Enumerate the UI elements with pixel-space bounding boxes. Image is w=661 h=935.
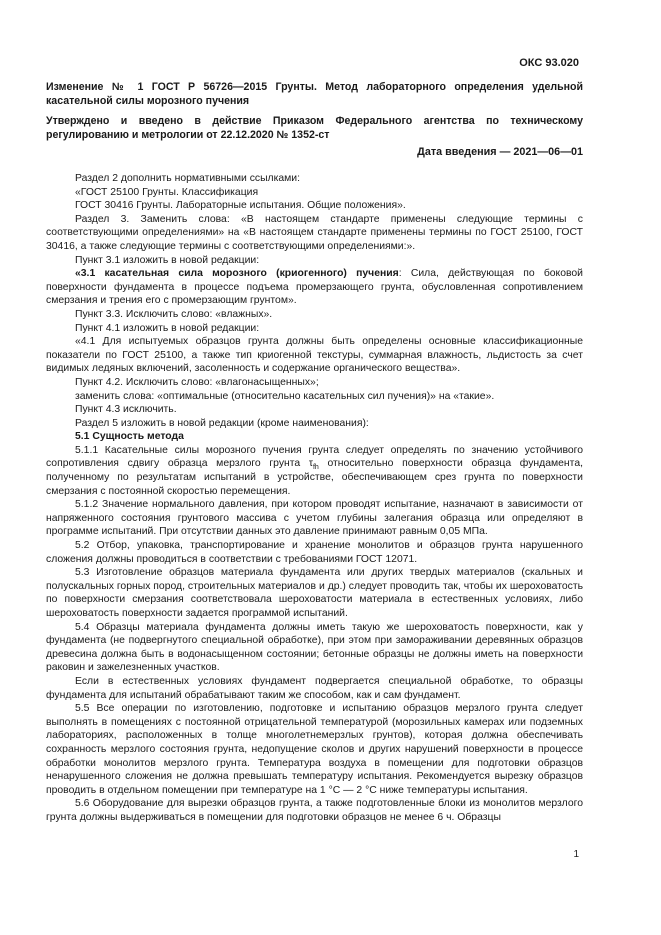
paragraph: 5.4 Образцы материала фундамента должны иметь такую же шероховатость поверхности, как у фундамента (не подвергнутого специальной обработке), при этом при замораживании деревянных образцов древесина должна быть в водонасыщенном состоянии; бетонные образцы не должны иметь на поверхности раковин и зажелезненных участков. — [46, 621, 583, 674]
paragraph: Раздел 5 изложить в новой редакции (кроме наименования): — [75, 417, 369, 429]
section-heading: 5.1 Сущность метода — [75, 431, 184, 443]
paragraph: «ГОСТ 25100 Грунты. Классификация — [75, 186, 259, 198]
approval-statement: Утверждено и введено в действие Приказом Федерального агентства по техническому регулированию и метрологии от 22.12.2020 № 1352-ст — [46, 115, 583, 141]
paragraph: Если в естественных условиях фундамент подвергается специальной обработке, то образцы фундамента для испытаний обрабатывают таким же способом, как и сам фундамент. — [46, 675, 583, 701]
paragraph: Раздел 2 дополнить нормативными ссылками: — [75, 173, 301, 184]
paragraph: Раздел 3. Заменить слова: «В настоящем стандарте применены следующие термины с соответствующими определениями» на «В настоящем стандарте применены термины по ГОСТ 25100, ГОСТ 30416, а также следующие термины с соответствующими определениями:». — [46, 213, 583, 252]
classification-code: ОКС 93.020 — [519, 57, 579, 69]
definition: : Сила, действующая по боковой поверхности фундамента в процессе подъема промерзающего грунта, обусловленная сопротивлением смерзания и трения его с промерзающим грунтом». — [46, 268, 583, 307]
text-part: 5.1.1 Касательные силы морозного пучения грунта следует определять по значению устойчивого сопротивления сдвигу образца мерзлого грунта τ — [46, 444, 583, 470]
effective-date: Дата введения — 2021—06—01 — [417, 146, 583, 158]
paragraph: ГОСТ 30416 Грунты. Лабораторные испытания. Общие положения». — [75, 200, 406, 212]
paragraph: Пункт 4.3 исключить. — [75, 404, 177, 416]
document-body — [46, 172, 583, 825]
paragraph: 5.1.2 Значение нормального давления, при котором проводят испытание, назначают в зависимости от напряженного состояния грунтового массива с учетом глубины залегания образца или определяют в программе испытаний. При отсутствии данных это давление принимают равным 0,05 МПа. — [46, 499, 583, 538]
text-part: относительно поверхности образца фундамента, полученному по результатам испытаний в устройстве, обеспечивающем срез грунта по поверхности смерзания с постоянной скоростью перемещения. — [46, 458, 583, 497]
term: «3.1 касательная сила морозного (криогенного) пучения — [75, 268, 399, 280]
paragraph — [46, 444, 583, 498]
paragraph: 5.3 Изготовление образцов материала фундамента или других твердых материалов (скальных и полускальных горных пород, строительных материалов и др.) следует проводить так, чтобы их шероховатость по поверхности смерзания соответствовала шероховатости материала в естественных условиях, либо шероховатость поверхности задается программой испытаний. — [46, 567, 583, 619]
paragraph: 5.2 Отбор, упаковка, транспортирование и хранение монолитов и образцов грунта нарушенного сложения должны проводиться в соответствии с требованиями ГОСТ 12071. — [46, 540, 583, 565]
subscript: fh — [312, 464, 319, 472]
paragraph: 5.5 Все операции по изготовлению, подготовке и испытанию образцов мерзлого грунта следует выполнять в помещениях с постоянной отрицательной температурой (морозильных камерах или подземных лабораториях, расположенных в толще многолетнемерзлых грунтов), которая должна обеспечивать сохранность мерзлого состояния грунта, недопущение сколов и других нарушений поверхности в процессе обработки монолитов мерзлого грунта. Температура воздуха в помещении для подготовки образцов ненарушенного сложения не должна превышать температуру испытания. Рекомендуется вырезку образцов проводить в отдельном помещении при температуре на 1 °C — 2 °C ниже температуры испытания. — [46, 703, 583, 796]
amendment-title: Изменение № 1 ГОСТ Р 56726—2015 Грунты. Метод лабораторного определения удельной касательной силы морозного пучения — [46, 81, 583, 107]
page-number: 1 — [573, 849, 579, 860]
paragraph: «4.1 Для испытуемых образцов грунта должны быть определены основные классификационные показатели по ГОСТ 25100, а также тип криогенной текстуры, суммарная влажность, льдистость за счет видимых ледяных включений, засоленность и содержание органического вещества». — [46, 336, 583, 375]
paragraph: Пункт 4.1 изложить в новой редакции: — [75, 322, 260, 334]
paragraph: Пункт 4.2. Исключить слово: «влагонасыщенных»; — [75, 376, 319, 388]
paragraph: Пункт 3.1 изложить в новой редакции: — [75, 254, 260, 266]
term-definition — [46, 267, 583, 308]
paragraph: 5.6 Оборудование для вырезки образцов грунта, а также подготовленные блоки из монолитов мерзлого грунта должны выдерживаться в помещении для подготовки образцов не менее 6 ч. Образцы — [46, 798, 583, 823]
paragraph: заменить слова: «оптимальные (относительно касательных сил пучения)» на «такие». — [75, 390, 495, 402]
paragraph: Пункт 3.3. Исключить слово: «влажных». — [75, 308, 273, 320]
